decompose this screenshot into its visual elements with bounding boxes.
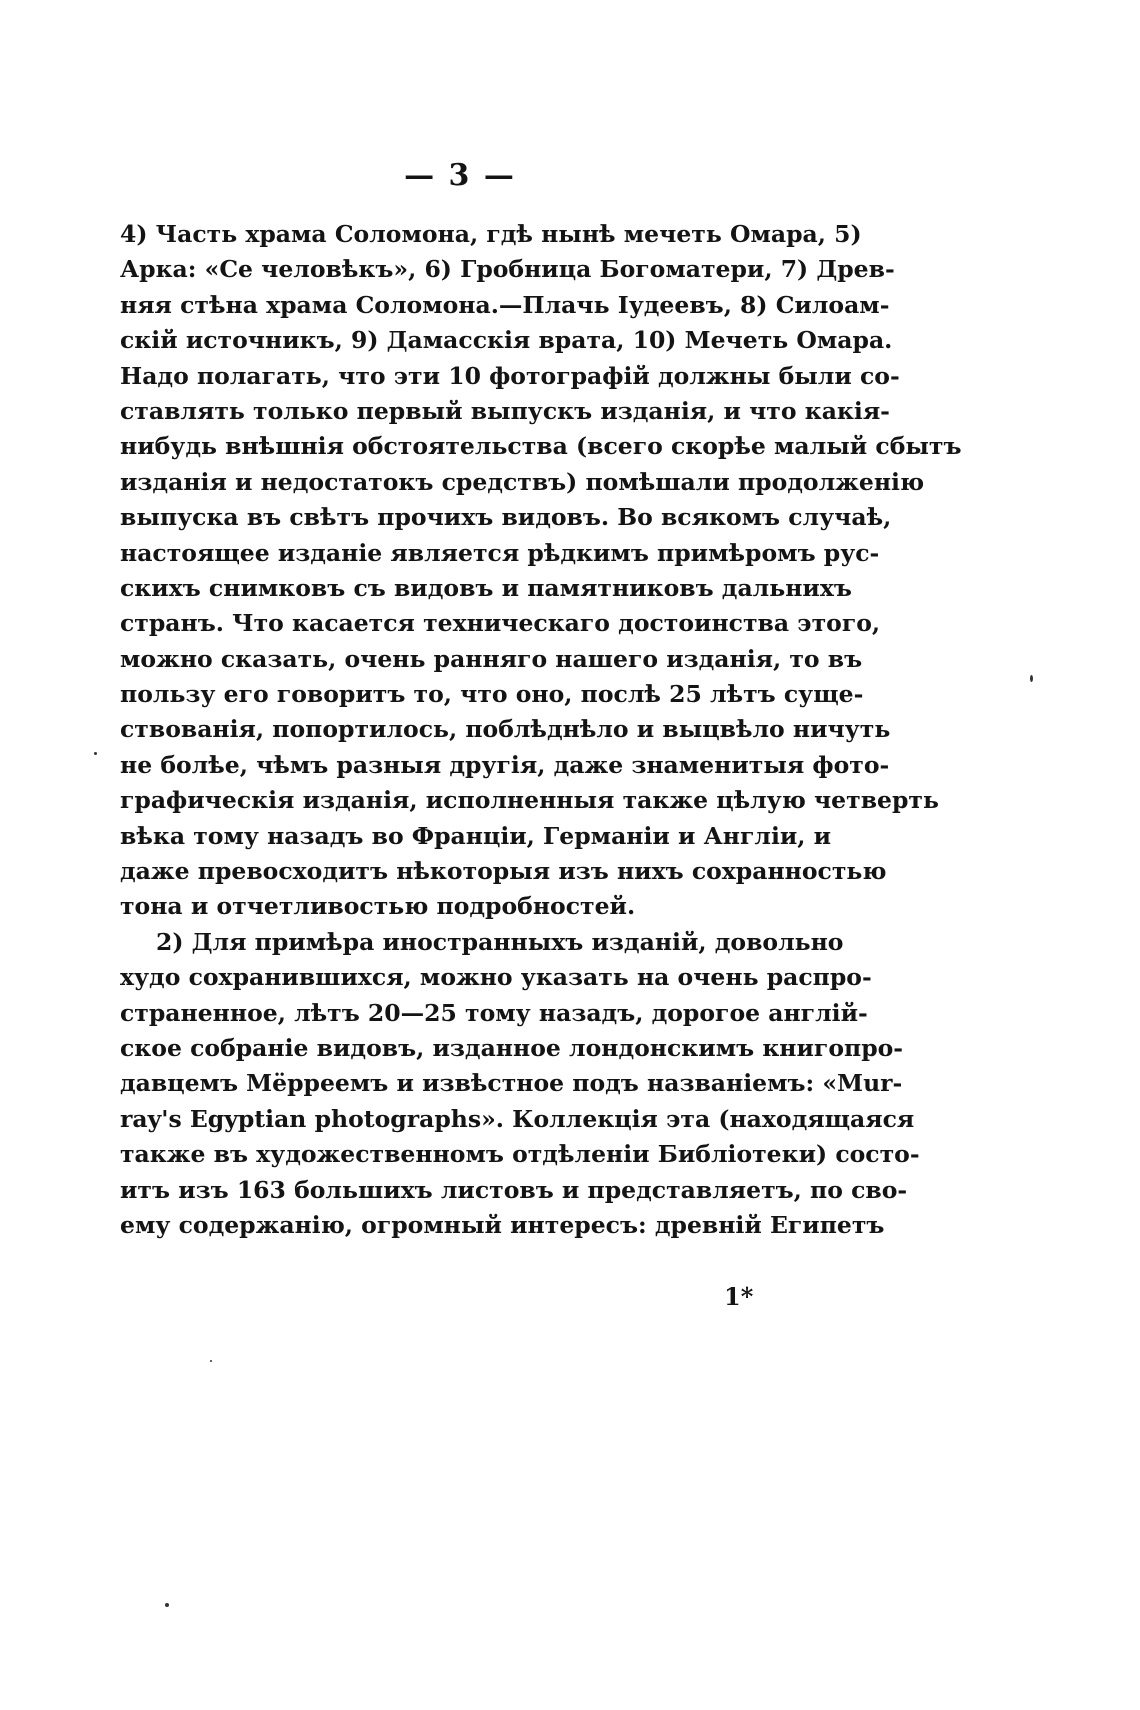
- text-line: няя стѣна храма Соломона.—Плачь Іудеевъ, 8) Силоам-: [120, 290, 890, 319]
- text-line: скихъ снимковъ съ видовъ и памятниковъ дальнихъ: [120, 573, 852, 602]
- text-line: ское собраніе видовъ, изданное лондонскимъ книгопро-: [120, 1033, 904, 1062]
- text-line: Арка: «Се человѣкъ», 6) Гробница Богоматери, 7) Древ-: [120, 255, 895, 284]
- text-line: скій источникъ, 9) Дамасскія врата, 10) Мечеть Омара.: [120, 326, 893, 355]
- paragraph-end-line: тона и отчетливостью подробностей.: [120, 892, 636, 921]
- signature-mark: 1*: [724, 1282, 754, 1311]
- text-line: также въ художественномъ отдѣленіи Библіотеки) состо-: [120, 1140, 920, 1169]
- text-line: пользу его говоритъ то, что оно, послѣ 25 лѣтъ суще-: [120, 680, 864, 709]
- body-text: [120, 217, 962, 1243]
- text-line: нибудь внѣшнія обстоятельства (всего скорѣе малый сбытъ: [120, 432, 962, 461]
- text-line: ему содержанію, огромный интересъ: древній Египетъ: [120, 1210, 885, 1239]
- text-line: страненное, лѣтъ 20—25 тому назадъ, дорогое англій-: [120, 998, 868, 1027]
- text-line: изданія и недостатокъ средствъ) помѣшали продолженію: [120, 467, 925, 496]
- text-line: худо сохранившихся, можно указать на очень распро-: [120, 963, 872, 992]
- scan-speck: [165, 1603, 169, 1607]
- text-line: 4) Часть храма Соломона, гдѣ нынѣ мечеть Омара, 5): [120, 220, 862, 248]
- text-line: настоящее изданіе является рѣдкимъ примѣромъ рус-: [120, 538, 880, 567]
- scan-speck: [94, 752, 97, 755]
- text-line: давцемъ Мёрреемъ и извѣстное подъ названіемъ: «Mur-: [120, 1069, 903, 1098]
- text-line: ствованія, попортилось, поблѣднѣло и выцвѣло ничуть: [120, 715, 891, 744]
- text-line: ставлять только первый выпускъ изданія, и что какія-: [120, 396, 890, 425]
- text-line: можно сказать, очень ранняго нашего изданія, то въ: [120, 644, 863, 673]
- scan-speck: [1030, 675, 1033, 682]
- text-line: выпуска въ свѣтъ прочихъ видовъ. Во всякомъ случаѣ,: [120, 503, 892, 532]
- text-line: графическія изданія, исполненныя также цѣлую четверть: [120, 786, 939, 815]
- text-line: даже превосходитъ нѣкоторыя изъ нихъ сохранностью: [120, 857, 887, 886]
- paragraph-start-line: 2) Для примѣра иностранныхъ изданій, довольно: [156, 927, 844, 956]
- text-line: итъ изъ 163 большихъ листовъ и представляетъ, по сво-: [120, 1175, 908, 1204]
- text-line: Надо полагать, что эти 10 фотографій должны были со-: [120, 361, 900, 390]
- page-number: — 3 —: [404, 158, 516, 193]
- text-line: не болѣе, чѣмъ разныя другія, даже знаменитыя фото-: [120, 750, 890, 779]
- text-line: странъ. Что касается техническаго достоинства этого,: [120, 609, 881, 638]
- text-line: вѣка тому назадъ во Франціи, Германіи и Англіи, и: [120, 821, 832, 850]
- scan-speck: [210, 1360, 212, 1362]
- text-line: ray's Egyptian photographs». Коллекція эта (находящаяся: [120, 1104, 915, 1133]
